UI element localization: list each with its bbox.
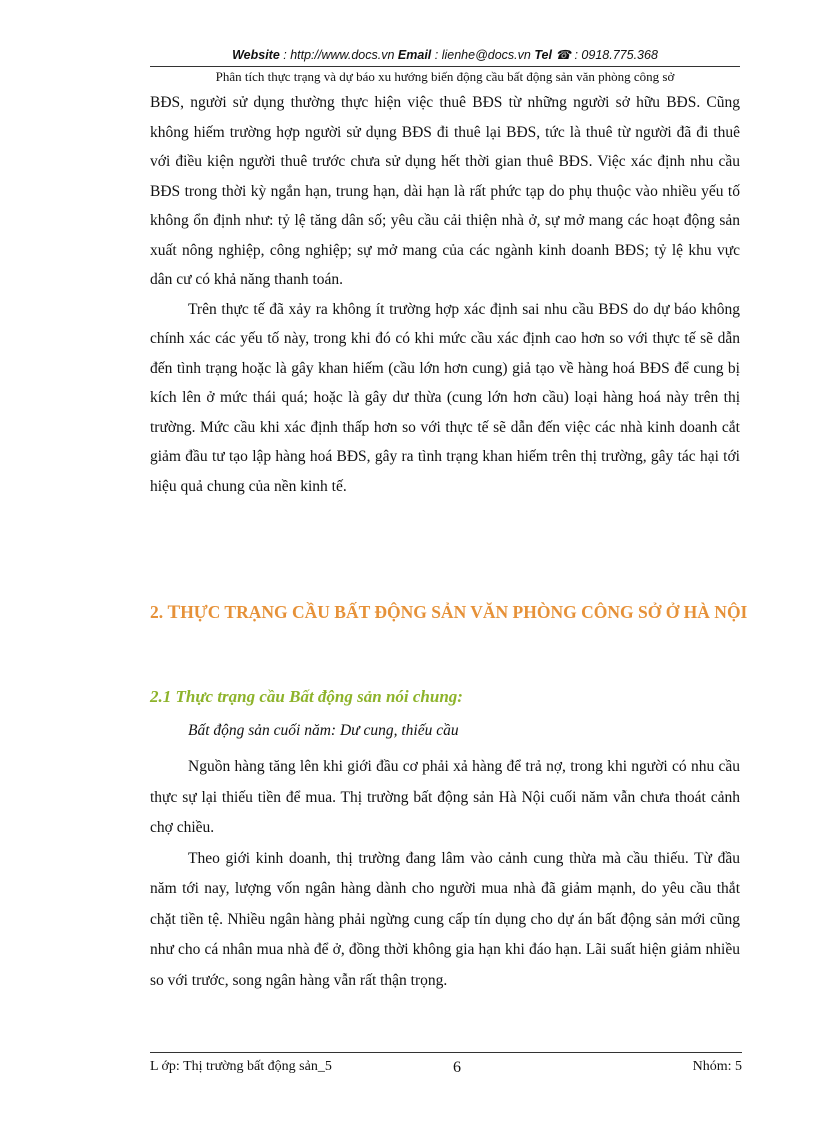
email-value: : lienhe@docs.vn [434, 48, 531, 62]
phone-icon: ☎ [555, 48, 571, 62]
paragraph: Trên thực tế đã xảy ra không ít trường hợp xác định sai nhu cầu BĐS do dự báo không chính xác các yếu tố này, trong khi đó có khi mức cầu xác định cao hơn so với thực tế sẽ dẫn đến tình trạng hoặc là gây khan hiếm (cầu lớn hơn cung) giả tạo về hàng hoá BĐS để cung bị kích lên ở mức thái quá; hoặc là gây dư thừa (cung lớn hơn cầu) loại hàng hoá này trên thị trường. Mức cầu khi xác định thấp hơn so với thực tế sẽ dẫn đến việc các nhà kinh doanh cắt giảm đầu tư tạo lập hàng hoá BĐS, gây ra tình trạng khan hiếm trên thị trường, gây tác hại tới hiệu quả chung của nền kinh tế. [150, 300, 740, 495]
body-text-top [150, 88, 740, 501]
paragraph: BĐS, người sử dụng thường thực hiện việc thuê BĐS từ những người sở hữu BĐS. Cũng không hiếm trường hợp người sử dụng BĐS đi thuê lại BĐS, tức là thuê từ người đã đi thuê với điều kiện người thuê trước chưa sử dụng hết thời gian thuê BĐS. Việc xác định nhu cầu BĐS trong thời kỳ ngắn hạn, trung hạn, dài hạn là rất phức tạp do phụ thuộc vào nhiều yếu tố không ổn định như: tỷ lệ tăng dân số; yêu cầu cải thiện nhà ở, sự mở mang các hoạt động sản xuất nông nghiệp, công nghiệp; sự mở mang của các ngành kinh doanh BĐS; tỷ lệ khu vực dân cư có khả năng thanh toán. [150, 94, 740, 288]
subsection-heading: 2.1 Thực trạng cầu Bất động sản nói chung: [150, 687, 463, 706]
page-number: 6 [453, 1059, 461, 1076]
subtitle: Bất động sản cuối năm: Dư cung, thiếu cầu [188, 722, 459, 739]
footer-group-label: Nhóm: 5 [692, 1059, 742, 1074]
footer-class-label: L ớp: Thị trường bất động sản_5 [150, 1059, 332, 1074]
page-footer [150, 1052, 742, 1079]
tel-value: : 0918.775.368 [574, 48, 658, 62]
section-heading [150, 590, 750, 635]
email-label: Email [397, 48, 432, 62]
header-contact-line [150, 47, 740, 62]
section-number: 2. [150, 602, 168, 622]
body-text-bottom [150, 752, 740, 996]
section-heading-initial: T [167, 602, 181, 623]
paragraph: Theo giới kinh doanh, thị trường đang lâm vào cảnh cung thừa mà cầu thiếu. Từ đầu năm tới nay, lượng vốn ngân hàng dành cho người mua nhà đã giảm mạnh, do yêu cầu thắt chặt tiền tệ. Nhiều ngân hàng phải ngừng cung cấp tín dụng cho dự án bất động sản mới cũng như cho cá nhân mua nhà để ở, đồng thời không gia hạn khi đáo hạn. Lãi suất hiện giảm nhiều so với trước, song ngân hàng vẫn rất thận trọng. [150, 849, 740, 989]
document-header-title: Phân tích thực trạng và dự báo xu hướng biến động cầu bất động sản văn phòng công sở [150, 66, 740, 85]
paragraph: Nguồn hàng tăng lên khi giới đầu cơ phải xả hàng để trả nợ, trong khi người có nhu cầu thực sự lại thiếu tiền để mua. Thị trường bất động sản Hà Nội cuối năm vẫn chưa thoát cảnh chợ chiều. [150, 758, 740, 836]
website-value: : http://www.docs.vn [283, 48, 395, 62]
website-label: Website [232, 48, 280, 62]
section-heading-text: HỰC TRẠNG CẦU BẤT ĐỘNG SẢN VĂN PHÒNG CÔNG SỞ Ở HÀ NỘI [180, 602, 748, 622]
tel-label: Tel [534, 48, 552, 62]
